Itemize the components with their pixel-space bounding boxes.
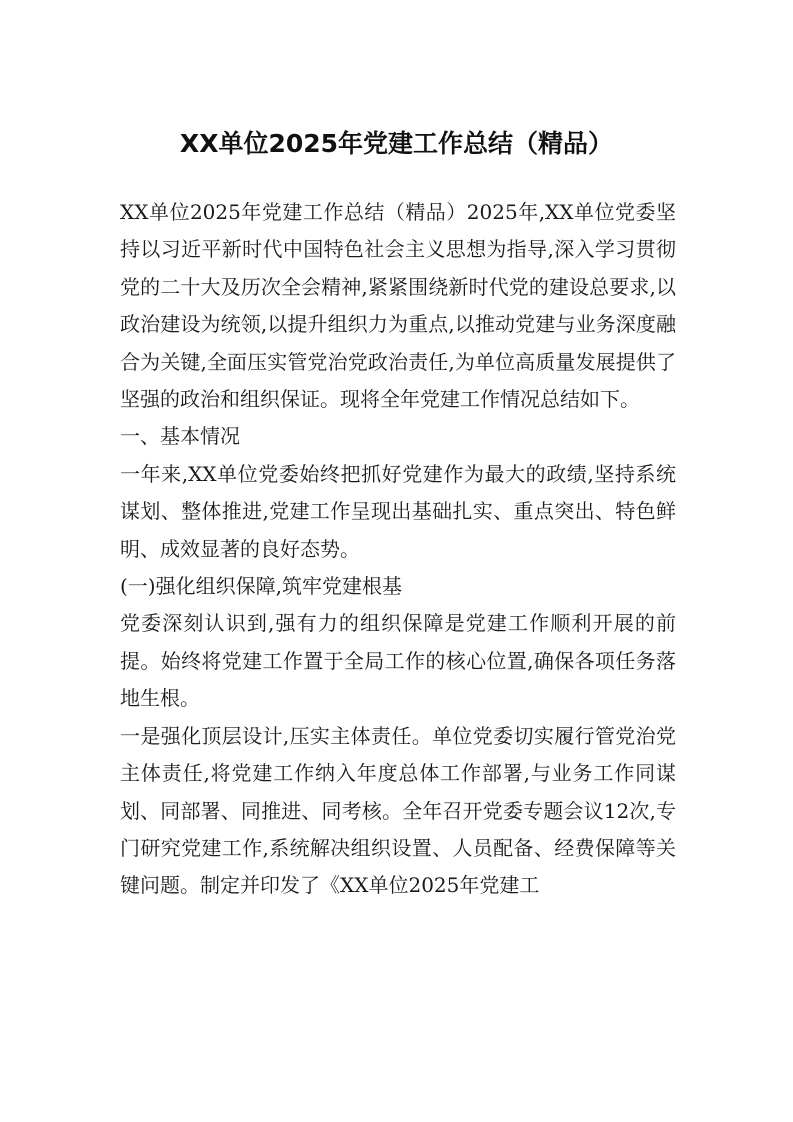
section-heading-basic-situation: 一、基本情况 — [120, 424, 240, 449]
organization-paragraph: 党委深刻认识到,强有力的组织保障是党建工作顺利开展的前提。始终将党建工作置于全局工作的核心位置,确保各项任务落地生根。 — [120, 611, 676, 711]
document-title: XX单位2025年党建工作总结（精品） — [179, 129, 614, 158]
document-body — [120, 194, 676, 905]
subsection-heading-organization: (一)强化组织保障,筑牢党建根基 — [120, 574, 402, 599]
intro-paragraph: XX单位2025年党建工作总结（精品）2025年,XX单位党委坚持以习近平新时代中国特色社会主义思想为指导,深入学习贯彻党的二十大及历次全会精神,紧紧围绕新时代党的建设总要求,以政治建设为统领,以提升组织力为重点,以推动党建与业务深度融合为关键,全面压实管党治党政治责任,为单位高质量发展提供了坚强的政治和组织保证。现将全年党建工作情况总结如下。 — [120, 200, 676, 412]
basic-situation-paragraph: 一年来,XX单位党委始终把抓好党建作为最大的政绩,坚持系统谋划、整体推进,党建工作呈现出基础扎实、重点突出、特色鲜明、成效显著的良好态势。 — [120, 461, 676, 561]
top-level-design-paragraph: 一是强化顶层设计,压实主体责任。单位党委切实履行管党治党主体责任,将党建工作纳入年度总体工作部署,与业务工作同谋划、同部署、同推进、同考核。全年召开党委专题会议12次,专门研究党建工作,系统解决组织设置、人员配备、经费保障等关键问题。制定并印发了《XX单位2025年党建工 — [120, 723, 676, 898]
